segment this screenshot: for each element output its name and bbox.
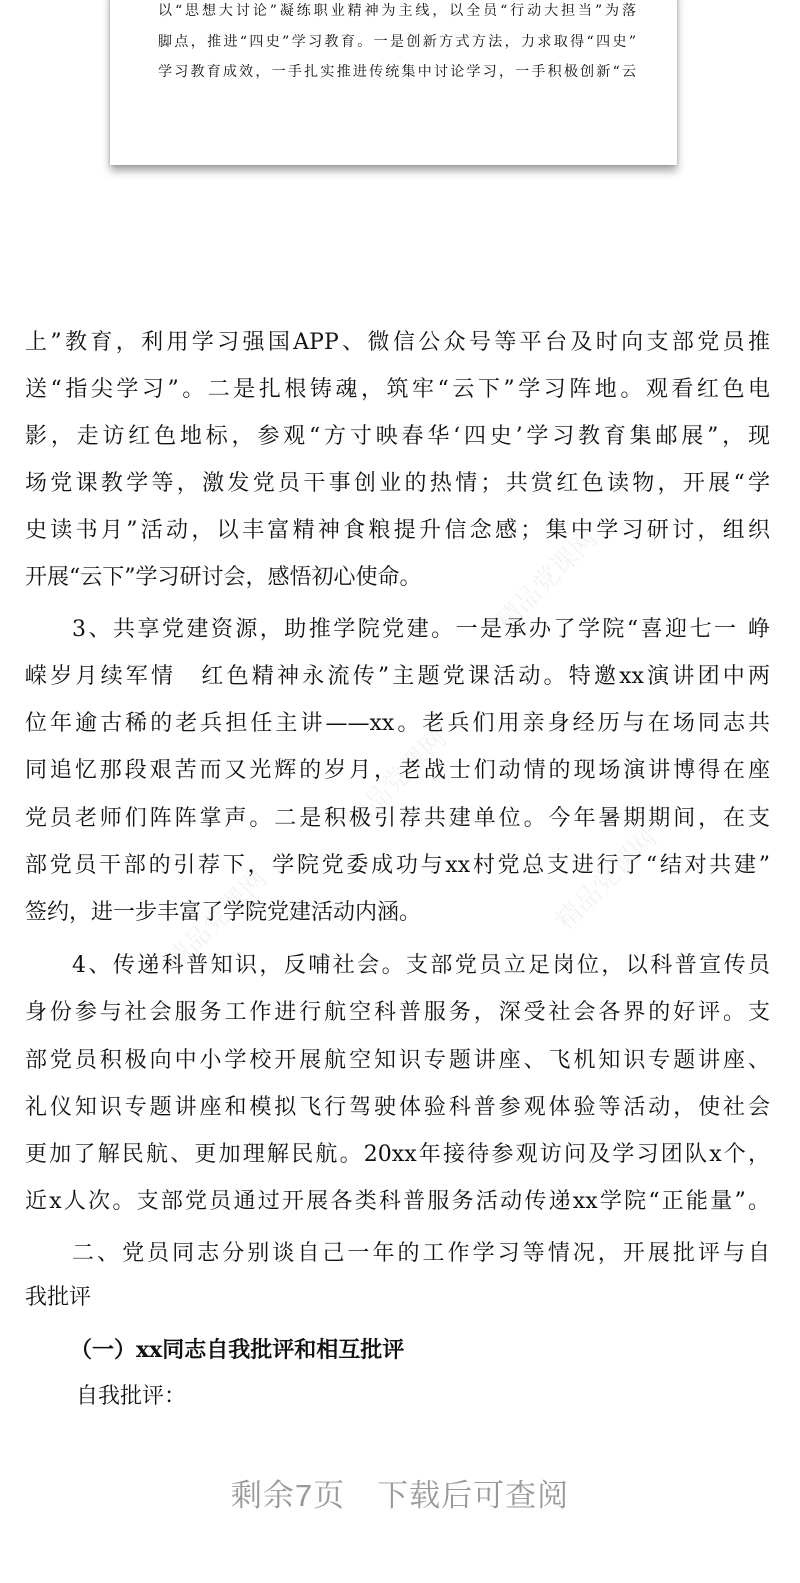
paragraph-line: 同追忆那段艰苦而又光辉的岁月，老战士们动情的现场演讲博得在座 <box>25 758 770 783</box>
card-line: 脚点，推进“四史”学习教育。一是创新方式方法，力求取得“四史” <box>158 34 636 50</box>
paragraph-line: 更加了解民航、更加理解民航。20xx年接待参观访问及学习团队x个， <box>25 1142 770 1167</box>
watermark: 精品党课网 <box>340 723 454 837</box>
paragraph-line: 礼仪知识专题讲座和模拟飞行驾驶体验科普参观体验等活动，使社会 <box>25 1095 770 1120</box>
paragraph-line: 送“指尖学习”。二是扎根铸魂，筑牢“云下”学习阵地。观看红色电 <box>25 377 770 402</box>
remaining-pages-notice[interactable]: 剩余7页 下载后可查阅 <box>230 1478 570 1513</box>
paragraph-line: 部党员干部的引荐下，学院党委成功与xx村党总支进行了“结对共建” <box>25 853 770 878</box>
watermark: 精品党课网 <box>160 863 274 977</box>
section-heading-line: 二、党员同志分别谈自己一年的工作学习等情况，开展批评与自 <box>72 1241 770 1266</box>
section-heading-line: 我批评 <box>25 1285 92 1310</box>
paragraph-line: 身份参与社会服务工作进行航空科普服务，深受社会各界的好评。支 <box>25 1000 770 1025</box>
paragraph-line: 史读书月”活动，以丰富精神食粮提升信念感；集中学习研讨，组织 <box>25 518 770 543</box>
paragraph-line: 近x人次。支部党员通过开展各类科普服务活动传递xx学院“正能量”。 <box>25 1189 770 1214</box>
paragraph-line: 党员老师们阵阵掌声。二是积极引荐共建单位。今年暑期期间，在支 <box>25 806 770 831</box>
paragraph-line: 开展“云下”学习研讨会，感悟初心使命。 <box>25 565 422 590</box>
paragraph-line: 场党课教学等，激发党员干事创业的热情；共赏红色读物，开展“学 <box>25 471 770 496</box>
paragraph-line: 3、共享党建资源，助推学院党建。一是承办了学院“喜迎七一 峥 <box>72 617 770 642</box>
paragraph-line: 嵘岁月续军情 红色精神永流传”主题党课活动。特邀xx演讲团中两 <box>25 664 770 689</box>
paragraph-line: 4、传递科普知识，反哺社会。支部党员立足岗位，以科普宣传员 <box>72 953 770 978</box>
watermark: 精品党课网 <box>550 823 664 937</box>
paragraph-line: 部党员积极向中小学校开展航空知识专题讲座、飞机知识专题讲座、 <box>25 1048 770 1073</box>
subheading: （一）xx同志自我批评和相互批评 <box>70 1337 405 1363</box>
watermark: 精品党课网 <box>490 523 604 637</box>
paragraph-line: 签约，进一步丰富了学院党建活动内涵。 <box>25 900 422 925</box>
preview-card <box>110 0 677 165</box>
paragraph-line: 上”教育，利用学习强国APP、微信公众号等平台及时向支部党员推 <box>25 330 770 355</box>
paragraph-line: 影，走访红色地标，参观“方寸映春华‘四史’学习教育集邮展”，现 <box>25 424 770 449</box>
card-line: 以“思想大讨论”凝练职业精神为主线，以全员“行动大担当”为落 <box>158 3 636 19</box>
card-line: 学习教育成效，一手扎实推进传统集中讨论学习，一手积极创新“云 <box>158 64 636 80</box>
self-criticism-label: 自我批评： <box>76 1384 187 1409</box>
paragraph-line: 位年逾古稀的老兵担任主讲——xx。老兵们用亲身经历与在场同志共 <box>25 711 770 736</box>
